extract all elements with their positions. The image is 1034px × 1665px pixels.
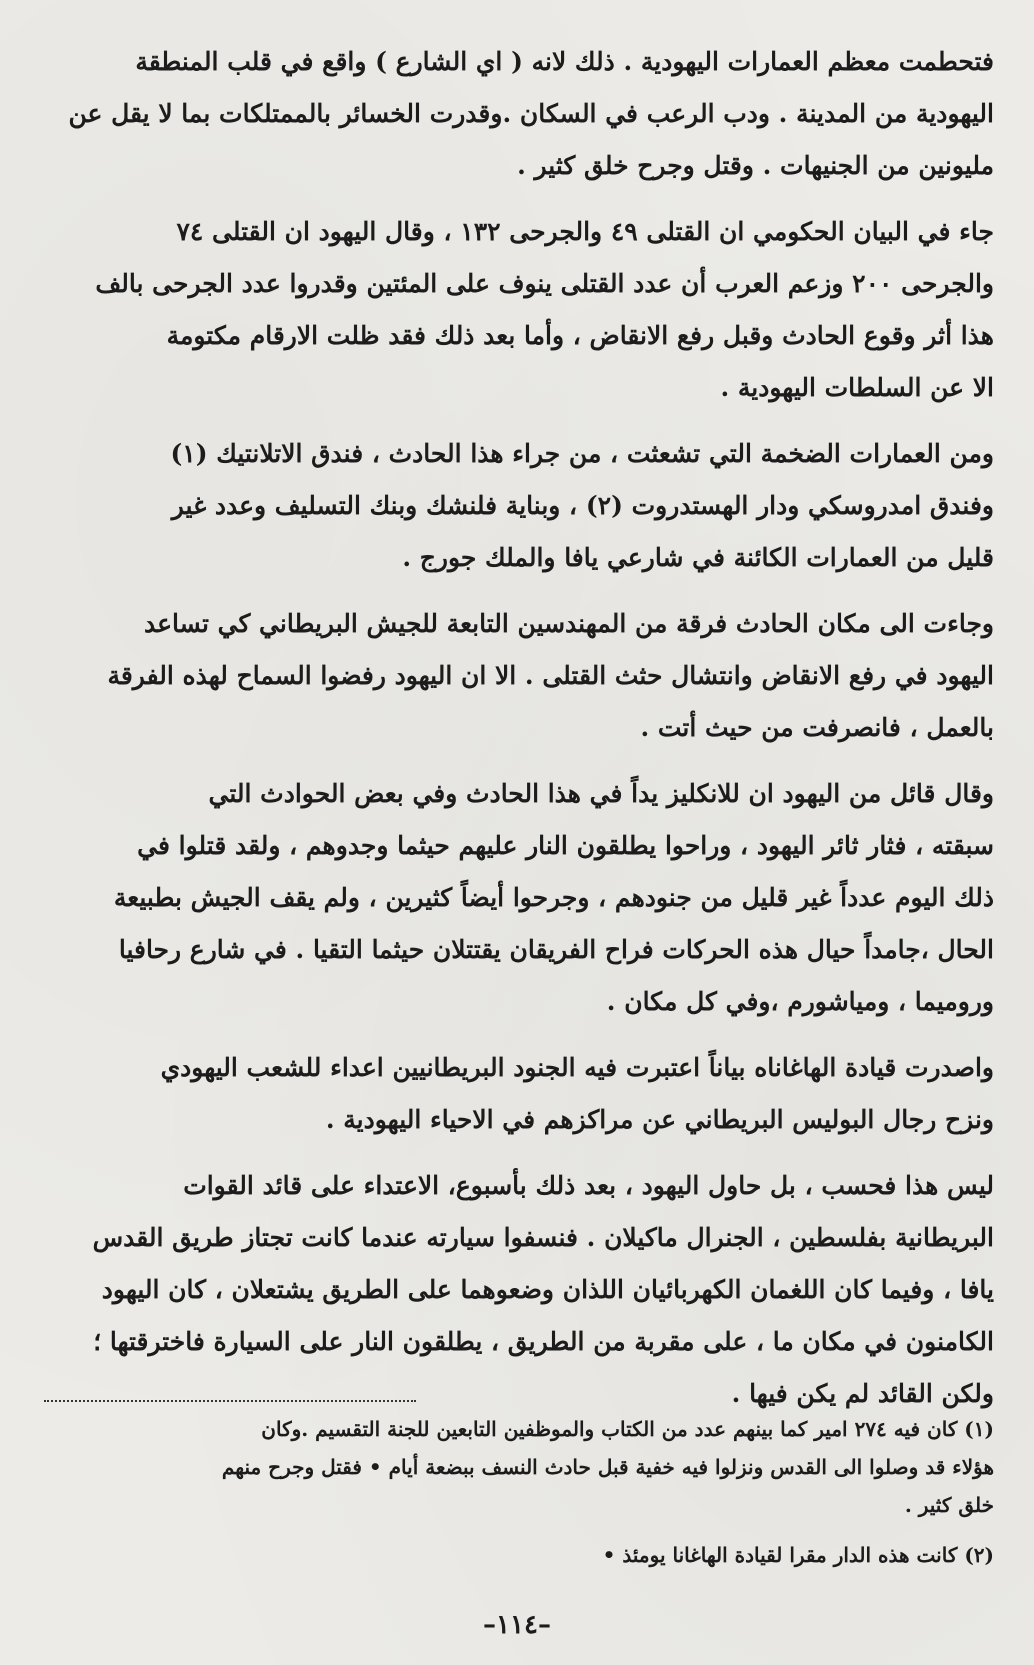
footnote-1 [40, 1410, 994, 1524]
paragraph-5 [40, 768, 994, 1028]
text-line: الحال ،جامداً حيال هذه الحركات فراح الفريقان يقتتلان حيثما التقيا . في شارع رحافيا [118, 935, 994, 964]
text-line: ونزح رجال البوليس البريطاني عن مراكزهم في الاحياء اليهودية . [325, 1105, 994, 1134]
text-line: هذا أثر وقوع الحادث وقبل رفع الانقاض ، وأما بعد ذلك فقد ظلت الارقام مكتومة [166, 321, 994, 350]
text-line: بالعمل ، فانصرفت من حيث أتت . [640, 713, 994, 742]
footnote-divider [44, 1400, 416, 1402]
text-line: البريطانية بفلسطين ، الجنرال ماكيلان . فنسفوا سيارته عندما كانت تجتاز طريق القدس [92, 1223, 994, 1252]
text-line: والجرحى ٢٠٠ وزعم العرب أن عدد القتلى ينوف على المئتين وقدروا عدد الجرحى بالف [95, 269, 994, 298]
paragraph-7 [40, 1160, 994, 1420]
footnote-line: هؤلاء قد وصلوا الى القدس ونزلوا فيه خفية قبل حادث النسف ببضعة أيام • فقتل وجرح منهم [221, 1455, 994, 1479]
text-line: اليهود في رفع الانقاض وانتشال حثث القتلى . الا ان اليهود رفضوا السماح لهذه الفرقة [107, 661, 994, 690]
text-line: قليل من العمارات الكائنة في شارعي يافا والملك جورج . [402, 543, 994, 572]
text-line: مليونين من الجنيهات . وقتل وجرح خلق كثير . [517, 151, 994, 180]
paragraph-2 [40, 206, 994, 414]
page-number: –١١٤– [483, 1610, 551, 1640]
text-line: جاء في البيان الحكومي ان القتلى ٤٩ والجرحى ١٣٢ ، وقال اليهود ان القتلى ٧٤ [176, 217, 994, 246]
text-line: ليس هذا فحسب ، بل حاول اليهود ، بعد ذلك بأسبوع، الاعتداء على قائد القوات [183, 1171, 994, 1200]
text-line: واصدرت قيادة الهاغاناه بياناً اعتبرت فيه الجنود البريطانيين اعداء للشعب اليهودي [160, 1053, 994, 1082]
footnotes [40, 1410, 994, 1586]
text-line: وروميما ، ومياشورم ،وفي كل مكان . [606, 987, 994, 1016]
footnote-line: خلق كثير . [904, 1493, 994, 1517]
paragraph-6 [40, 1042, 994, 1146]
paragraph-1 [40, 36, 994, 192]
text-line: ذلك اليوم عدداً غير قليل من جنودهم ، وجرحوا أيضاً كثيرين ، ولم يقف الجيش بطبيعة [113, 883, 994, 912]
text-line: وفندق امدروسكي ودار الهستدروت (٢) ، وبناية فلنشك وبنك التسليف وعدد غير [171, 491, 994, 520]
footnote-line: (٢) كانت هذه الدار مقرا لقيادة الهاغانا يومئذ • [602, 1543, 994, 1567]
text-line: وجاءت الى مكان الحادث فرقة من المهندسين التابعة للجيش البريطاني كي تساعد [143, 609, 994, 638]
text-line: اليهودية من المدينة . ودب الرعب في السكان .وقدرت الخسائر بالممتلكات بما لا يقل عن [68, 99, 994, 128]
footnote-line: (١) كان فيه ٢٧٤ امير كما بينهم عدد من الكتاب والموظفين التابعين للجنة التقسيم .وكان [261, 1417, 994, 1441]
footnote-2 [40, 1536, 994, 1574]
text-line: يافا ، وفيما كان اللغمان الكهربائيان اللذان وضعوهما على الطريق يشتعلان ، كان اليهود [101, 1275, 994, 1304]
main-text [40, 36, 994, 1434]
text-line: ومن العمارات الضخمة التي تشعثت ، من جراء هذا الحادث ، فندق الاتلانتيك (١) [170, 439, 994, 468]
text-line: الا عن السلطات اليهودية . [720, 373, 994, 402]
paragraph-3 [40, 428, 994, 584]
text-line: فتحطمت معظم العمارات اليهودية . ذلك لانه ( اي الشارع ) واقع في قلب المنطقة [135, 47, 994, 76]
paragraph-4 [40, 598, 994, 754]
text-line: ولكن القائد لم يكن فيها . [731, 1379, 994, 1408]
text-line: سبقته ، فثار ثائر اليهود ، وراحوا يطلقون النار عليهم حيثما وجدوهم ، ولقد قتلوا في [137, 831, 994, 860]
text-line: الكامنون في مكان ما ، على مقربة من الطريق ، يطلقون النار على السيارة فاخترقتها ؛ [93, 1327, 994, 1356]
text-line: وقال قائل من اليهود ان للانكليز يداً في هذا الحادث وفي بعض الحوادث التي [208, 779, 994, 808]
